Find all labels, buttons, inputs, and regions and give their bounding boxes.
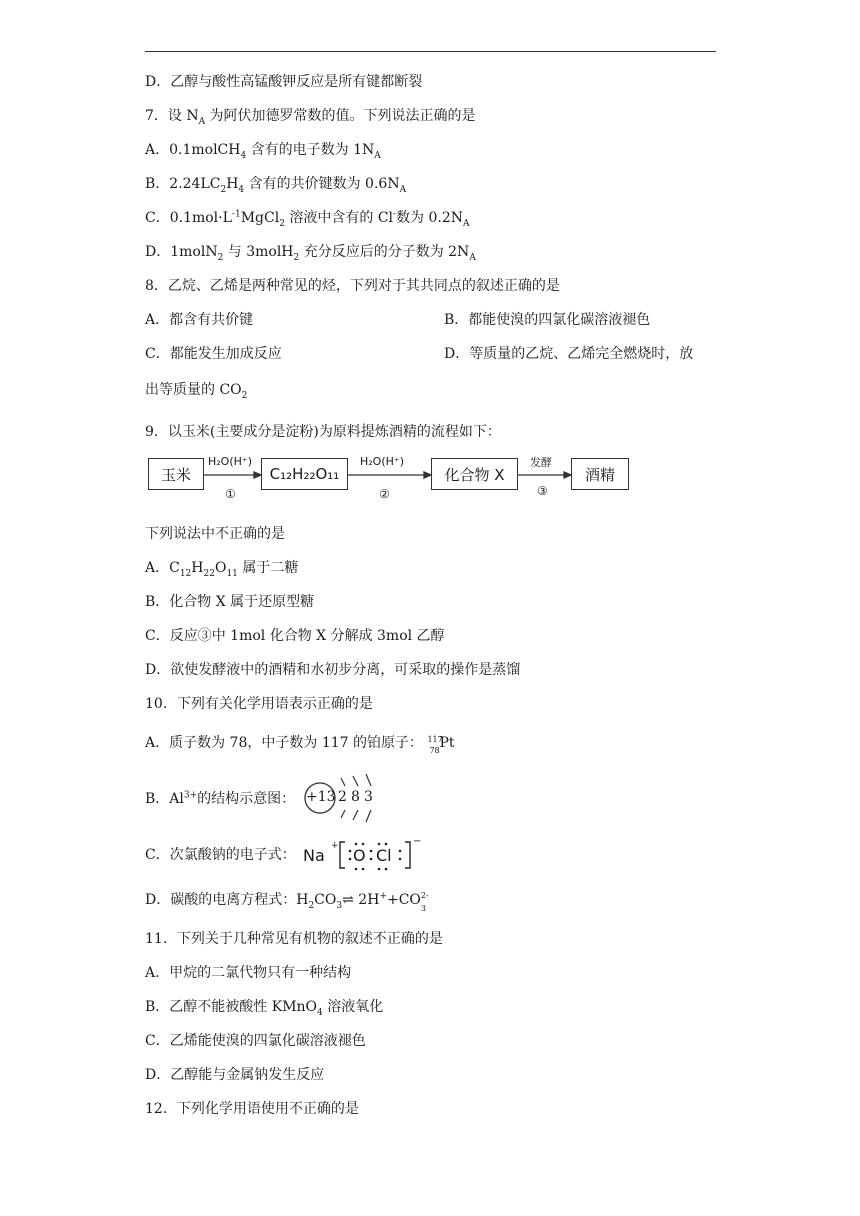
q6-option-d: D．乙醇与酸性高锰酸钾反应是所有键都断裂 (145, 74, 423, 90)
flow-box-compound-x: 化合物 X (431, 458, 518, 490)
sodium-hypochlorite-electron-formula: Na + O Cl − (303, 838, 423, 872)
al-ion-structure-diagram (303, 772, 383, 826)
q10-option-b: B．$Al^{3+}$的结构示意图： (145, 790, 296, 807)
q7-stem: 7．设 $N_A$ 为阿伏加德罗常数的值。下列说法正确的是 (145, 108, 476, 127)
flow-arrow2-label: H₂O(H⁺) (360, 455, 404, 468)
nucleus-label: +13 (306, 789, 336, 805)
q10-option-d: D．碳酸的电离方程式：$H_2CO_3\rightleftharpoons$ 2H++CO 2- 3 (145, 891, 429, 913)
q9-option-c: C．反应③中 1mol 化合物 X 分解成 3mol 乙醇 (145, 628, 445, 644)
q11-option-c: C．乙烯能使溴的四氯化碳溶液褪色 (145, 1033, 366, 1049)
q10-stem: 10．下列有关化学用语表示正确的是 (145, 696, 373, 712)
nuclide-symbol: 117 78 Pt (427, 735, 455, 755)
shell-2: 8 (351, 789, 360, 805)
q9-option-d: D．欲使发酵液中的酒精和水初步分离，可采取的操作是蒸馏 (145, 662, 521, 678)
shell-3: 3 (364, 789, 373, 805)
flow-box-alcohol: 酒精 (571, 458, 629, 490)
flow-box-disaccharide: C₁₂H₂₂O₁₁ (261, 458, 348, 490)
q11-option-d: D．乙醇能与金属钠发生反应 (145, 1067, 325, 1083)
q9-option-a: A．$C_{12}H_{22}O_{11}$ 属于二糖 (145, 560, 299, 579)
q8-option-c: C．都能发生加成反应 (145, 346, 282, 362)
q7-option-c: C．$0.1mol\cdot L^{-1}MgCl_2$ 溶液中含有的 Cl-数为 $0.2N_A$ (145, 209, 470, 229)
q9-stem: 9．以玉米(主要成分是淀粉)为原料提炼酒精的流程如下： (145, 424, 501, 440)
q8-option-d-cont: 出等质量的 $CO_2$ (145, 382, 248, 401)
q8-stem: 8．乙烷、乙烯是两种常见的烃，下列对于其共同点的叙述正确的是 (145, 278, 560, 294)
q11-stem: 11．下列关于几种常见有机物的叙述不正确的是 (145, 931, 443, 947)
q10-option-a: A．质子数为 78，中子数为 117 的铂原子： 117 78 Pt (145, 733, 459, 753)
q7-option-d: D．1molN$_2$ 与 3molH$_2$ 充分反应后的分子数为 $2N_A$ (145, 244, 476, 263)
flow-arrow3-label: 发酵 (530, 456, 552, 469)
q10-option-c: C．次氯酸钠的电子式： (145, 847, 296, 863)
q9-flow-diagram (148, 457, 638, 505)
flow-box-corn: 玉米 (148, 458, 204, 490)
q12-stem: 12．下列化学用语使用不正确的是 (145, 1101, 359, 1117)
q9-option-b: B．化合物 X 属于还原型糖 (145, 594, 315, 610)
q7-option-b: B．$2.24LC_2H_4$ 含有的共价键数为 $0.6N_A$ (145, 176, 407, 195)
q11-option-b: B．乙醇不能被酸性 KMnO$_4$ 溶液氧化 (145, 999, 384, 1018)
q8-option-a: A．都含有共价键 (145, 312, 254, 328)
q7-option-a: A．0.1molCH$_4$ 含有的电子数为 $1N_A$ (145, 142, 381, 161)
flow-arrow1-label: H₂O(H⁺) (208, 455, 252, 468)
q8-option-b: B．都能使溴的四氯化碳溶液褪色 (444, 312, 651, 328)
q8-option-d: D．等质量的乙烷、乙烯完全燃烧时，放 (444, 346, 694, 362)
q11-option-a: A．甲烷的二氯代物只有一种结构 (145, 965, 352, 981)
header-rule (145, 51, 716, 52)
shell-1: 2 (338, 789, 347, 805)
flow-arrows (148, 457, 638, 505)
flow-step2: ② (379, 487, 390, 501)
q9-question: 下列说法中不正确的是 (145, 526, 285, 542)
flow-step3: ③ (537, 484, 548, 498)
flow-step1: ① (225, 487, 236, 501)
